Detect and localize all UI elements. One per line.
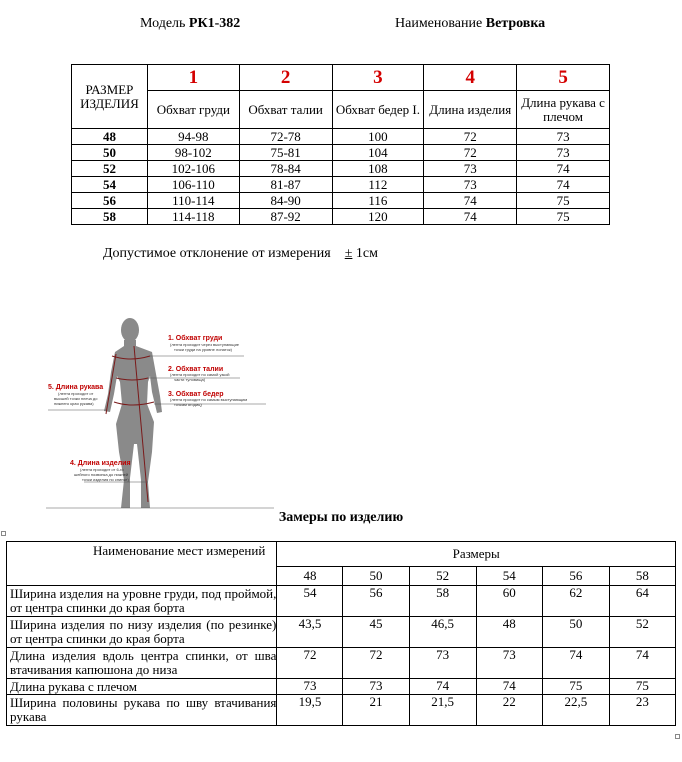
measure-value-cell: 74 — [476, 679, 542, 695]
size-value-cell: 75 — [517, 209, 610, 225]
size-cell: 56 — [72, 193, 148, 209]
col-label-2: Обхват талии — [239, 91, 332, 129]
col-num-1: 1 — [147, 65, 239, 91]
fig-label-2-note1: (лента проходит по самой узкой — [170, 372, 230, 377]
size-value-cell: 98-102 — [147, 145, 239, 161]
col-label-3: Обхват бедер I. — [332, 91, 424, 129]
measure-label: Ширина изделия по низу изделия (по резинке) от центра спинки до края борта — [7, 617, 277, 648]
size-cell: 50 — [72, 145, 148, 161]
tolerance-line — [103, 246, 378, 262]
size-value-cell: 100 — [332, 129, 424, 145]
measure-value-cell: 73 — [277, 679, 343, 695]
size-value-cell: 114-118 — [147, 209, 239, 225]
size-row — [72, 129, 610, 145]
measure-row — [7, 695, 676, 726]
model-line — [140, 16, 240, 32]
fig-label-3-note2: точкам ягодиц) — [174, 402, 202, 407]
fig-label-5-note2: высшей точки плеча до — [54, 396, 98, 401]
col-num-2: 2 — [239, 65, 332, 91]
size-value-cell: 81-87 — [239, 177, 332, 193]
size-value-cell: 104 — [332, 145, 424, 161]
size-column-header: 56 — [542, 567, 609, 586]
fig-label-4-title: 4. Длина изделия — [70, 460, 131, 467]
measure-value-cell: 73 — [409, 648, 476, 679]
size-column-header: 50 — [343, 567, 409, 586]
size-value-cell: 102-106 — [147, 161, 239, 177]
measure-value-cell: 72 — [277, 648, 343, 679]
size-value-cell: 74 — [517, 161, 610, 177]
fig-label-5-note3: нижнего края рукава) — [54, 401, 94, 406]
measure-table — [6, 541, 676, 726]
measure-value-cell: 74 — [542, 648, 609, 679]
size-row — [72, 145, 610, 161]
measure-value-cell: 19,5 — [277, 695, 343, 726]
fig-label-4-note3: точки изделия по спинке) — [82, 477, 129, 482]
measure-value-cell: 73 — [343, 679, 409, 695]
size-value-cell: 78-84 — [239, 161, 332, 177]
size-value-cell: 74 — [424, 193, 517, 209]
measure-value-cell: 60 — [476, 586, 542, 617]
fig-label-1-note1: (лента проходит через выступающие — [170, 342, 240, 347]
col-num-5: 5 — [517, 65, 610, 91]
measure-value-cell: 62 — [542, 586, 609, 617]
fig-label-3-title: 3. Обхват бедер — [168, 391, 224, 398]
measure-value-cell: 21 — [343, 695, 409, 726]
col-num-3: 3 — [332, 65, 424, 91]
measure-row — [7, 586, 676, 617]
measure-value-cell: 45 — [343, 617, 409, 648]
measure-row — [7, 617, 676, 648]
sizes-header: Размеры — [277, 542, 676, 567]
col-num-4: 4 — [424, 65, 517, 91]
name-value: Ветровка — [485, 16, 546, 31]
size-value-cell: 75 — [517, 193, 610, 209]
size-row — [72, 177, 610, 193]
measure-value-cell: 75 — [609, 679, 675, 695]
size-row — [72, 209, 610, 225]
size-value-cell: 74 — [424, 209, 517, 225]
size-value-cell: 72 — [424, 145, 517, 161]
measure-value-cell: 46,5 — [409, 617, 476, 648]
measure-value-cell: 73 — [476, 648, 542, 679]
tolerance-value: 1см — [355, 246, 378, 261]
size-value-cell: 120 — [332, 209, 424, 225]
size-value-cell: 110-114 — [147, 193, 239, 209]
measure-row — [7, 679, 676, 695]
name-line — [395, 16, 545, 32]
measure-value-cell: 50 — [542, 617, 609, 648]
size-row — [72, 193, 610, 209]
measure-value-cell: 21,5 — [409, 695, 476, 726]
size-value-cell: 84-90 — [239, 193, 332, 209]
measure-label: Длина изделия вдоль центра спинки, от шва втачивания капюшона до низа — [7, 648, 277, 679]
size-value-cell: 108 — [332, 161, 424, 177]
col-label-1: Обхват груди — [147, 91, 239, 129]
size-row — [72, 161, 610, 177]
table-move-handle-icon[interactable] — [1, 531, 6, 536]
size-value-cell: 94-98 — [147, 129, 239, 145]
measure-value-cell: 64 — [609, 586, 675, 617]
measure-value-cell: 22,5 — [542, 695, 609, 726]
size-cell: 58 — [72, 209, 148, 225]
size-value-cell: 116 — [332, 193, 424, 209]
fig-label-4-note2: шейного позвонка до нижней — [74, 472, 129, 477]
tolerance-text: Допустимое отклонение от измерения — [103, 246, 331, 261]
size-value-cell: 74 — [517, 177, 610, 193]
measure-value-cell: 52 — [609, 617, 675, 648]
body-measurement-figure — [44, 312, 274, 517]
col-label-4: Длина изделия — [424, 91, 517, 129]
size-header: РАЗМЕР ИЗДЕЛИЯ — [72, 65, 148, 129]
measure-value-cell: 23 — [609, 695, 675, 726]
measure-value-cell: 48 — [476, 617, 542, 648]
size-cell: 48 — [72, 129, 148, 145]
name-header: Наименование мест измерений — [7, 542, 277, 586]
tolerance-plusminus: ± — [344, 246, 353, 261]
name-label: Наименование — [395, 16, 483, 31]
size-column-header: 52 — [409, 567, 476, 586]
measure-value-cell: 74 — [409, 679, 476, 695]
fig-label-1-note2: точки груди на уровне лопаток) — [174, 347, 232, 352]
size-value-cell: 72 — [424, 129, 517, 145]
measure-label: Ширина половины рукава по шву втачивания рукава — [7, 695, 277, 726]
table-resize-handle-icon[interactable] — [675, 734, 680, 739]
measure-value-cell: 58 — [409, 586, 476, 617]
measure-value-cell: 22 — [476, 695, 542, 726]
measure-row — [7, 648, 676, 679]
measure-label: Длина рукава с плечом — [7, 679, 277, 695]
measure-value-cell: 43,5 — [277, 617, 343, 648]
size-table — [71, 64, 610, 225]
measure-table-title: Замеры по изделию — [278, 510, 404, 525]
fig-label-4-note1: (лента проходит от 6-го — [80, 467, 124, 472]
measure-value-cell: 54 — [277, 586, 343, 617]
measure-value-cell: 72 — [343, 648, 409, 679]
fig-label-1-title: 1. Обхват груди — [168, 335, 223, 342]
size-cell: 54 — [72, 177, 148, 193]
fig-label-5-note1: (лента проходит от — [58, 391, 94, 396]
fig-label-3-note1: (лента проходит по самым выступающим — [170, 397, 248, 402]
size-cell: 52 — [72, 161, 148, 177]
model-label: Модель — [140, 16, 186, 31]
size-value-cell: 72-78 — [239, 129, 332, 145]
size-column-header: 54 — [476, 567, 542, 586]
fig-label-5-title: 5. Длина рукава — [48, 384, 104, 391]
fig-label-2-note2: части туловища) — [174, 377, 206, 382]
size-value-cell: 73 — [517, 145, 610, 161]
size-value-cell: 75-81 — [239, 145, 332, 161]
size-column-header: 48 — [277, 567, 343, 586]
size-value-cell: 87-92 — [239, 209, 332, 225]
size-value-cell: 73 — [424, 177, 517, 193]
measure-value-cell: 56 — [343, 586, 409, 617]
size-column-header: 58 — [609, 567, 675, 586]
size-value-cell: 106-110 — [147, 177, 239, 193]
fig-label-2-title: 2. Обхват талии — [168, 366, 224, 373]
size-value-cell: 112 — [332, 177, 424, 193]
size-value-cell: 73 — [517, 129, 610, 145]
measure-value-cell: 74 — [609, 648, 675, 679]
measure-value-cell: 75 — [542, 679, 609, 695]
col-label-5: Длина рукава с плечом — [517, 91, 610, 129]
size-value-cell: 73 — [424, 161, 517, 177]
measure-label: Ширина изделия на уровне груди, под проймой, от центра спинки до края борта — [7, 586, 277, 617]
model-value: РК1-382 — [188, 16, 241, 31]
